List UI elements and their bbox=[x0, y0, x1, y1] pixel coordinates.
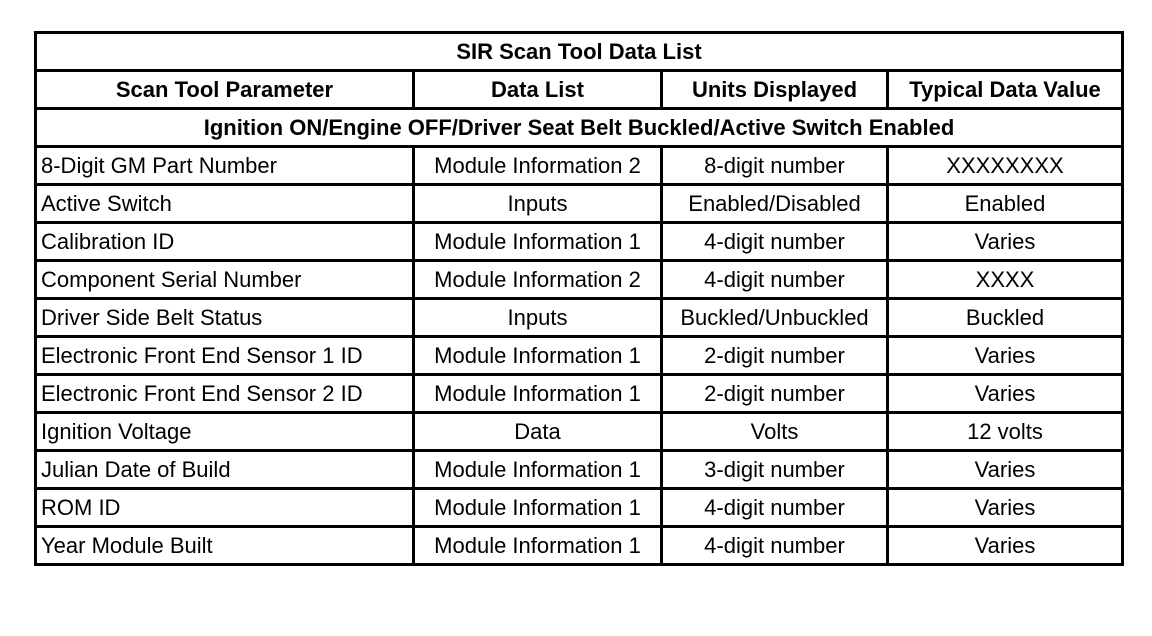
units-cell: Volts bbox=[662, 413, 888, 451]
units-cell: 2-digit number bbox=[662, 337, 888, 375]
data-list-cell: Module Information 2 bbox=[414, 147, 662, 185]
parameter-cell: Electronic Front End Sensor 2 ID bbox=[36, 375, 414, 413]
units-cell: 2-digit number bbox=[662, 375, 888, 413]
units-cell: 8-digit number bbox=[662, 147, 888, 185]
table-title: SIR Scan Tool Data List bbox=[36, 33, 1123, 71]
typical-value-cell: Varies bbox=[888, 489, 1123, 527]
table-row bbox=[36, 147, 1123, 185]
section-row bbox=[36, 109, 1123, 147]
typical-value-cell: Enabled bbox=[888, 185, 1123, 223]
table-row bbox=[36, 451, 1123, 489]
header-row bbox=[36, 71, 1123, 109]
typical-value-cell: 12 volts bbox=[888, 413, 1123, 451]
column-header-parameter: Scan Tool Parameter bbox=[36, 71, 414, 109]
typical-value-cell: Varies bbox=[888, 337, 1123, 375]
typical-value-cell: XXXX bbox=[888, 261, 1123, 299]
table-row bbox=[36, 337, 1123, 375]
parameter-cell: Year Module Built bbox=[36, 527, 414, 565]
typical-value-cell: Buckled bbox=[888, 299, 1123, 337]
data-list-cell: Module Information 1 bbox=[414, 527, 662, 565]
typical-value-cell: Varies bbox=[888, 223, 1123, 261]
table-row bbox=[36, 489, 1123, 527]
data-list-cell: Module Information 1 bbox=[414, 489, 662, 527]
parameter-cell: Active Switch bbox=[36, 185, 414, 223]
data-list-cell: Inputs bbox=[414, 299, 662, 337]
parameter-cell: ROM ID bbox=[36, 489, 414, 527]
section-heading: Ignition ON/Engine OFF/Driver Seat Belt Buckled/Active Switch Enabled bbox=[36, 109, 1123, 147]
table-row bbox=[36, 375, 1123, 413]
data-list-cell: Module Information 2 bbox=[414, 261, 662, 299]
parameter-cell: Component Serial Number bbox=[36, 261, 414, 299]
table-row bbox=[36, 185, 1123, 223]
units-cell: 4-digit number bbox=[662, 261, 888, 299]
parameter-cell: Ignition Voltage bbox=[36, 413, 414, 451]
table-row bbox=[36, 299, 1123, 337]
units-cell: 3-digit number bbox=[662, 451, 888, 489]
data-list-cell: Module Information 1 bbox=[414, 451, 662, 489]
table-row bbox=[36, 527, 1123, 565]
parameter-cell: 8-Digit GM Part Number bbox=[36, 147, 414, 185]
column-header-typical-value: Typical Data Value bbox=[888, 71, 1123, 109]
column-header-data-list: Data List bbox=[414, 71, 662, 109]
document-page bbox=[34, 31, 1124, 566]
table-row bbox=[36, 261, 1123, 299]
parameter-cell: Julian Date of Build bbox=[36, 451, 414, 489]
data-list-cell: Inputs bbox=[414, 185, 662, 223]
typical-value-cell: Varies bbox=[888, 527, 1123, 565]
table-body bbox=[36, 109, 1123, 565]
data-list-cell: Module Information 1 bbox=[414, 337, 662, 375]
parameter-cell: Calibration ID bbox=[36, 223, 414, 261]
units-cell: Enabled/Disabled bbox=[662, 185, 888, 223]
parameter-cell: Driver Side Belt Status bbox=[36, 299, 414, 337]
table-row bbox=[36, 223, 1123, 261]
units-cell: 4-digit number bbox=[662, 223, 888, 261]
units-cell: 4-digit number bbox=[662, 527, 888, 565]
units-cell: Buckled/Unbuckled bbox=[662, 299, 888, 337]
data-list-cell: Data bbox=[414, 413, 662, 451]
typical-value-cell: Varies bbox=[888, 451, 1123, 489]
units-cell: 4-digit number bbox=[662, 489, 888, 527]
sir-data-table bbox=[34, 31, 1124, 566]
data-list-cell: Module Information 1 bbox=[414, 375, 662, 413]
column-header-units: Units Displayed bbox=[662, 71, 888, 109]
typical-value-cell: Varies bbox=[888, 375, 1123, 413]
title-row bbox=[36, 33, 1123, 71]
parameter-cell: Electronic Front End Sensor 1 ID bbox=[36, 337, 414, 375]
data-list-cell: Module Information 1 bbox=[414, 223, 662, 261]
typical-value-cell: XXXXXXXX bbox=[888, 147, 1123, 185]
table-row bbox=[36, 413, 1123, 451]
